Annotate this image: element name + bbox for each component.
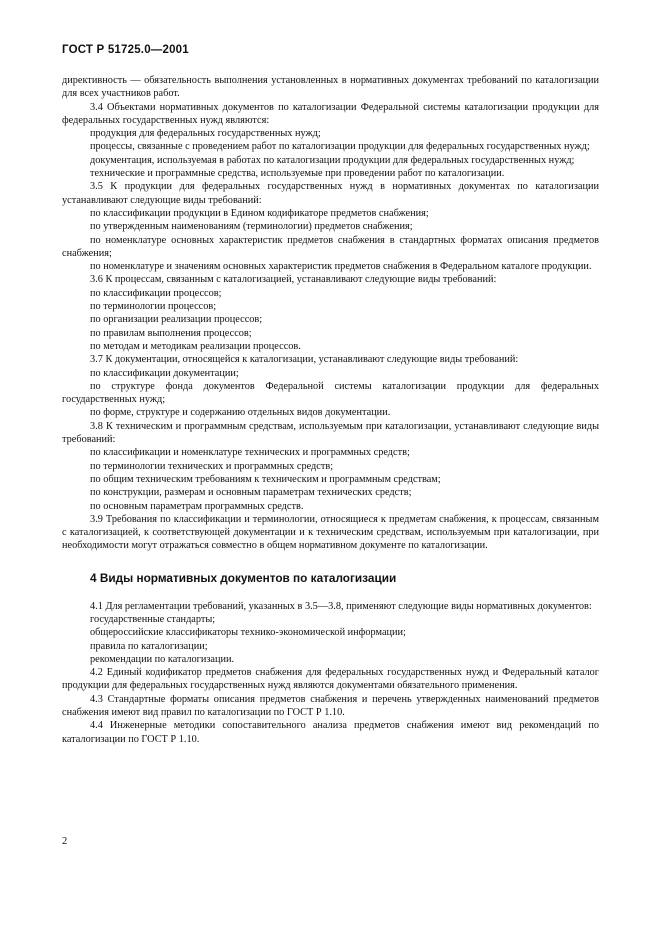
paragraph: 3.7 К документации, относящейся к каталогизации, устанавливают следующие виды требований: [90, 354, 519, 366]
paragraph: по правилам выполнения процессов; [90, 327, 252, 339]
paragraph: 3.6 К процессам, связанным с каталогизацией, устанавливают следующие виды требований: [90, 274, 497, 286]
paragraph: по классификации процессов; [90, 287, 222, 299]
paragraph: 3.5 К продукции для федеральных государственных нужд в нормативных документах по каталогизации устанавливают следующие виды требований: [62, 181, 599, 206]
paragraph: 3.4 Объектами нормативных документов по каталогизации Федеральной системы каталогизации продукции для федеральных государственных нужд являются: [62, 101, 599, 126]
paragraph: государственные стандарты; [90, 613, 216, 625]
paragraph: рекомендации по каталогизации. [90, 653, 235, 665]
paragraph: по организации реализации процессов; [90, 314, 263, 326]
paragraph: по структуре фонда документов Федеральной системы каталогизации продукции для федеральных государственных нужд; [62, 380, 599, 406]
paragraph: технические и программные средства, используемые при проведении работ по каталогизации. [90, 168, 505, 180]
section-heading: 4 Виды нормативных документов по каталогизации [90, 570, 397, 585]
paragraph: директивность — обязательность выполнения установленных в нормативных документах требований по каталогизации для всех участников работ. [62, 75, 599, 100]
paragraph: продукция для федеральных государственных нужд; [90, 128, 321, 140]
paragraph: по форме, структуре и содержанию отдельных видов документации. [90, 407, 391, 419]
paragraph: документация, используемая в работах по каталогизации продукции для федеральных государственных нужд; [90, 154, 575, 166]
paragraph: по терминологии технических и программных средств; [90, 460, 334, 472]
paragraph: по общим техническим требованиям к техническим и программным средствам; [90, 473, 441, 485]
paragraph: по классификации документации; [90, 367, 239, 379]
paragraph: 4.1 Для регламентации требований, указанных в 3.5—3.8, применяют следующие виды нормативных документов: [90, 600, 592, 612]
paragraph: 3.8 К техническим и программным средствам, используемым при каталогизации, устанавливают следующие виды требований: [62, 420, 599, 446]
paragraph: 4.3 Стандартные форматы описания предметов снабжения и перечень утвержденных наименований предметов снабжения имеют вид правил по каталогизации по ГОСТ Р 1.10. [62, 693, 599, 719]
document-header-code: ГОСТ Р 51725.0—2001 [62, 44, 189, 56]
paragraph: по номенклатуре и значениям основных характеристик предметов снабжения в Федеральном каталоге продукции. [90, 261, 592, 273]
paragraph: по основным параметрам программных средств. [90, 500, 304, 512]
paragraph: по номенклатуре основных характеристик предметов снабжения в стандартных форматах описания предметов снабжения; [62, 234, 599, 259]
paragraph: 4.4 Инженерные методики сопоставительного анализа предметов снабжения имеют вид рекомендаций по каталогизации по ГОСТ Р 1.10. [62, 720, 599, 745]
paragraph: правила по каталогизации; [90, 640, 208, 652]
paragraph: по классификации продукции в Едином кодификаторе предметов снабжения; [90, 207, 429, 219]
paragraph: 3.9 Требования по классификации и терминологии, относящиеся к предметам снабжения, к процессам, связанным с каталогизацией, к соответствующей документации и к техническим средствам, используемым при каталогизации, при необходимости могут отражаться совместно в общем нормативном документе по каталогизации. [62, 513, 599, 552]
paragraph: по методам и методикам реализации процессов. [90, 340, 301, 352]
paragraph: по конструкции, размерам и основным параметрам технических средств; [90, 487, 412, 499]
paragraph: процессы, связанные с проведением работ по каталогизации продукции для федеральных государственных нужд; [90, 141, 590, 153]
paragraph: общероссийские классификаторы технико-экономической информации; [90, 627, 406, 639]
paragraph: по терминологии процессов; [90, 301, 217, 313]
document-body [62, 74, 599, 746]
page-number: 2 [62, 836, 68, 847]
paragraph: по классификации и номенклатуре технических и программных средств; [90, 447, 410, 459]
paragraph: 4.2 Единый кодификатор предметов снабжения для федеральных государственных нужд и Федеральный каталог продукции для федеральных государственных нужд являются документами обязательного применения. [62, 667, 599, 692]
paragraph: по утвержденным наименованиям (терминологии) предметов снабжения; [90, 221, 413, 233]
